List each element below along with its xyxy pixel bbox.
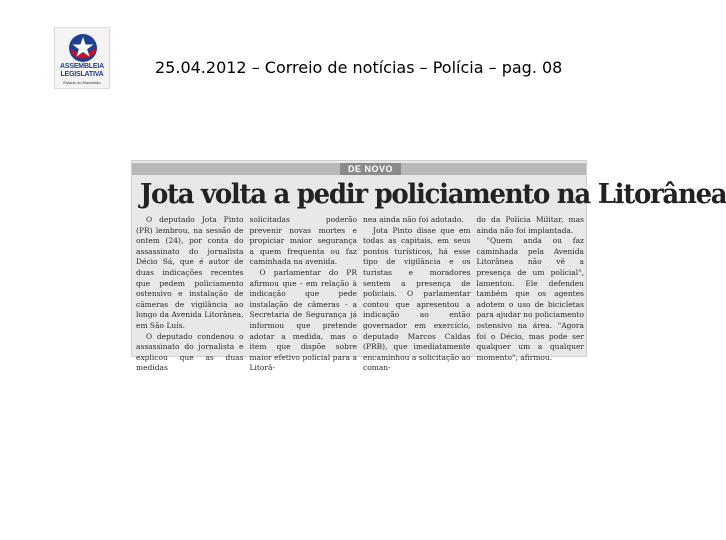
article-paragraph: "Quem anda ou faz caminhada pela Avenida Litorânea não vê a presença de um policial", lamentou. Ele defendeu também que os agentes adotem o uso de bicicletas para ajudar no policiamento ostensivo na área. "Agora foi o Décio, mas pode ser qualquer um a qualquer momento", afirmou. <box>476 236 584 362</box>
article-column-1 <box>136 215 244 373</box>
assembleia-logo <box>54 27 110 89</box>
article-paragraph: O parlamentar do PR afirmou que - em relação à indicação que pede instalação de câmeras - a Secretaria de Segurança já informou que pretende adotar a medida, mas o item que dispõe sobre maior efetivo policial para a Litorâ- <box>249 267 357 373</box>
article-paragraph: nea ainda não foi adotado. <box>363 215 464 224</box>
article-body <box>136 215 584 373</box>
article-column-4 <box>476 215 585 362</box>
article-paragraph: solicitadas poderão prevenir novas mortes e propiciar maior segurança a quem frequenta ou faz caminhada na avenida. <box>249 215 357 267</box>
logo-text-line1: ASSEMBLEIA <box>60 63 104 70</box>
article-column-3 <box>363 215 471 373</box>
article-headline: Jota volta a pedir policiamento na Litorânea <box>140 179 726 211</box>
page-title: 25.04.2012 – Correio de notícias – Polícia – pag. 08 <box>155 58 563 77</box>
logo-subtitle: Estado do Maranhão <box>63 80 101 85</box>
newspaper-clipping <box>131 160 726 373</box>
section-label: DE NOVO <box>340 163 401 175</box>
article-paragraph: do da Polícia Militar, mas ainda não foi implantada. <box>476 215 584 235</box>
article-paragraph: Jota Pinto disse que em todas as capitais, em seus pontos turísticos, há esse tipo de vigilância e os turistas e moradores sentem a presença de policiais. O parlamentar contou que apresentou a indicação ao então governador em exercício, deputado Marcos Caldas (PRB), que imediatamente encaminhou a solicitação ao coman- <box>363 225 471 373</box>
article-paragraph: O deputado Jota Pinto (PR) lembrou, na sessão de ontem (24), por conta do assassinato do jornalista Décio Sá, que é autor de duas indicações recentes que pedem policiamento ostensivo e instalação de câmeras de vigilância ao longo da Avenida Litorânea, em São Luís. <box>136 215 244 330</box>
logo-emblem-icon <box>67 33 99 63</box>
logo-text-line2: LEGISLATIVA <box>60 71 104 78</box>
article-paragraph: O deputado condenou o assassinato do jornalista e explicou que as duas medidas <box>136 331 244 373</box>
article-column-2 <box>249 215 358 373</box>
